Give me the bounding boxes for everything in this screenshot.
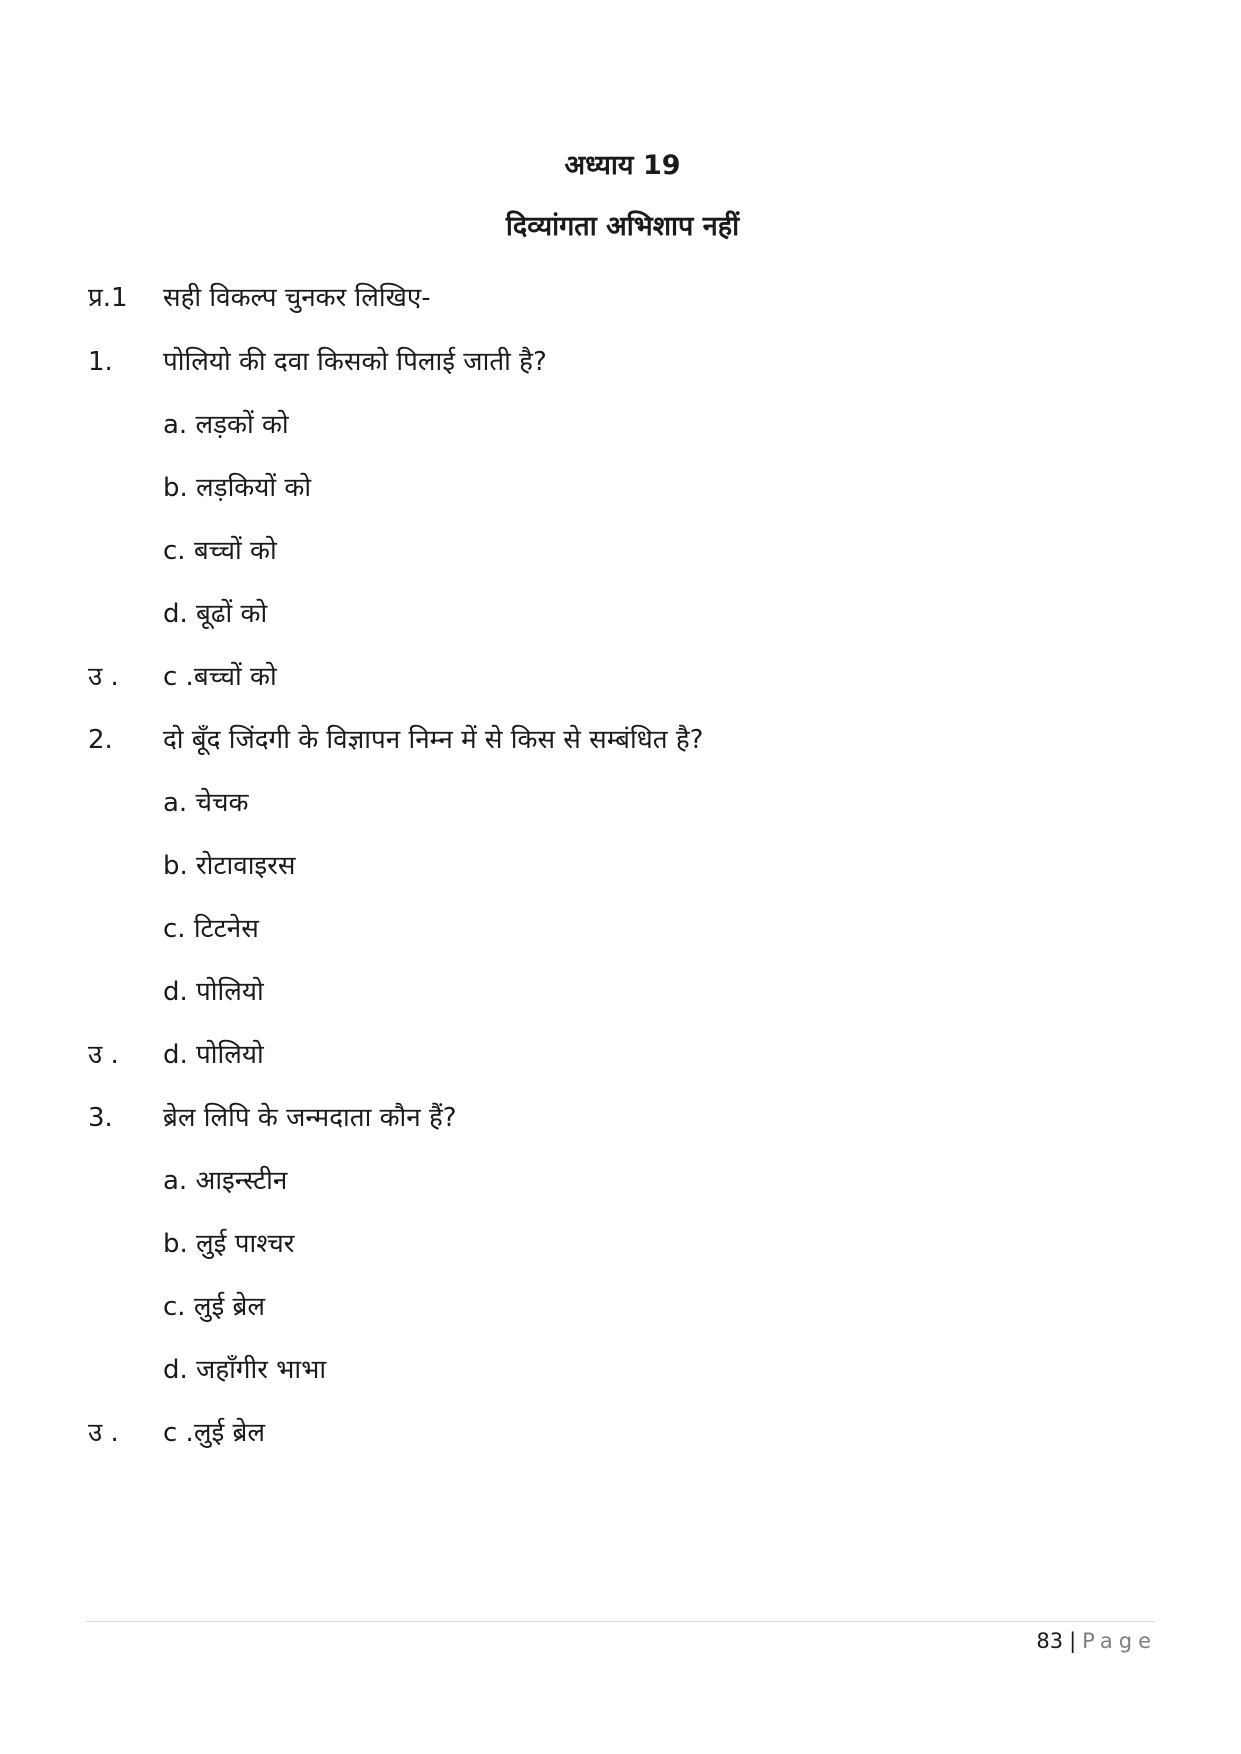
option-text: b. लड़कियों को (163, 473, 312, 503)
footer-separator: | (1069, 1629, 1077, 1653)
answer-2 (0, 1035, 1241, 1075)
option-text: d. पोलियो (163, 977, 264, 1007)
option-1b (0, 468, 1241, 508)
option-text: c. बच्चों को (163, 536, 277, 566)
answer-label: उ . (88, 1040, 119, 1070)
option-text: d. जहाँगीर भाभा (163, 1355, 327, 1385)
option-text: d. बूढों को (163, 599, 268, 629)
question-number: 2. (88, 725, 113, 755)
question-1 (0, 342, 1241, 382)
question-text: ब्रेल लिपि के जन्मदाता कौन हैं? (163, 1103, 457, 1133)
chapter-heading-wrap (0, 150, 1241, 182)
option-2c (0, 909, 1241, 949)
option-3a (0, 1161, 1241, 1201)
option-3b (0, 1224, 1241, 1264)
answer-text: c .लुई ब्रेल (163, 1418, 265, 1448)
option-text: a. लड़कों को (163, 410, 289, 440)
option-2a (0, 783, 1241, 823)
instruction-row (0, 278, 1241, 318)
instruction-text: सही विकल्प चुनकर लिखिए- (163, 283, 431, 313)
page-footer (1036, 1626, 1157, 1656)
option-text: a. आइन्स्टीन (163, 1166, 288, 1196)
option-text: b. रोटावाइरस (163, 851, 296, 881)
question-text: पोलियो की दवा किसको पिलाई जाती है? (163, 347, 547, 377)
page-title-wrap (0, 211, 1241, 243)
question-number: 3. (88, 1103, 113, 1133)
option-text: c. टिटनेस (163, 914, 259, 944)
footer-divider (86, 1621, 1155, 1622)
answer-label: उ . (88, 1418, 119, 1448)
answer-label: उ . (88, 662, 119, 692)
question-number: 1. (88, 347, 113, 377)
question-3 (0, 1098, 1241, 1138)
option-1d (0, 594, 1241, 634)
chapter-heading: अध्याय 19 (564, 150, 681, 181)
option-1a (0, 405, 1241, 445)
option-text: b. लुई पाश्चर (163, 1229, 295, 1259)
question-text: दो बूँद जिंदगी के विज्ञापन निम्न में से किस से सम्बंधित है? (163, 725, 704, 755)
instruction-label: प्र.1 (88, 283, 128, 313)
answer-text: c .बच्चों को (163, 662, 277, 692)
option-3d (0, 1350, 1241, 1390)
answer-3 (0, 1413, 1241, 1453)
page-title: दिव्यांगता अभिशाप नहीं (505, 211, 740, 242)
option-2d (0, 972, 1241, 1012)
answer-text: d. पोलियो (163, 1040, 264, 1070)
option-text: c. लुई ब्रेल (163, 1292, 265, 1322)
answer-1 (0, 657, 1241, 697)
option-3c (0, 1287, 1241, 1327)
option-2b (0, 846, 1241, 886)
option-1c (0, 531, 1241, 571)
question-2 (0, 720, 1241, 760)
page-word: Page (1082, 1629, 1157, 1653)
page-number: 83 (1036, 1629, 1064, 1653)
option-text: a. चेचक (163, 788, 249, 818)
